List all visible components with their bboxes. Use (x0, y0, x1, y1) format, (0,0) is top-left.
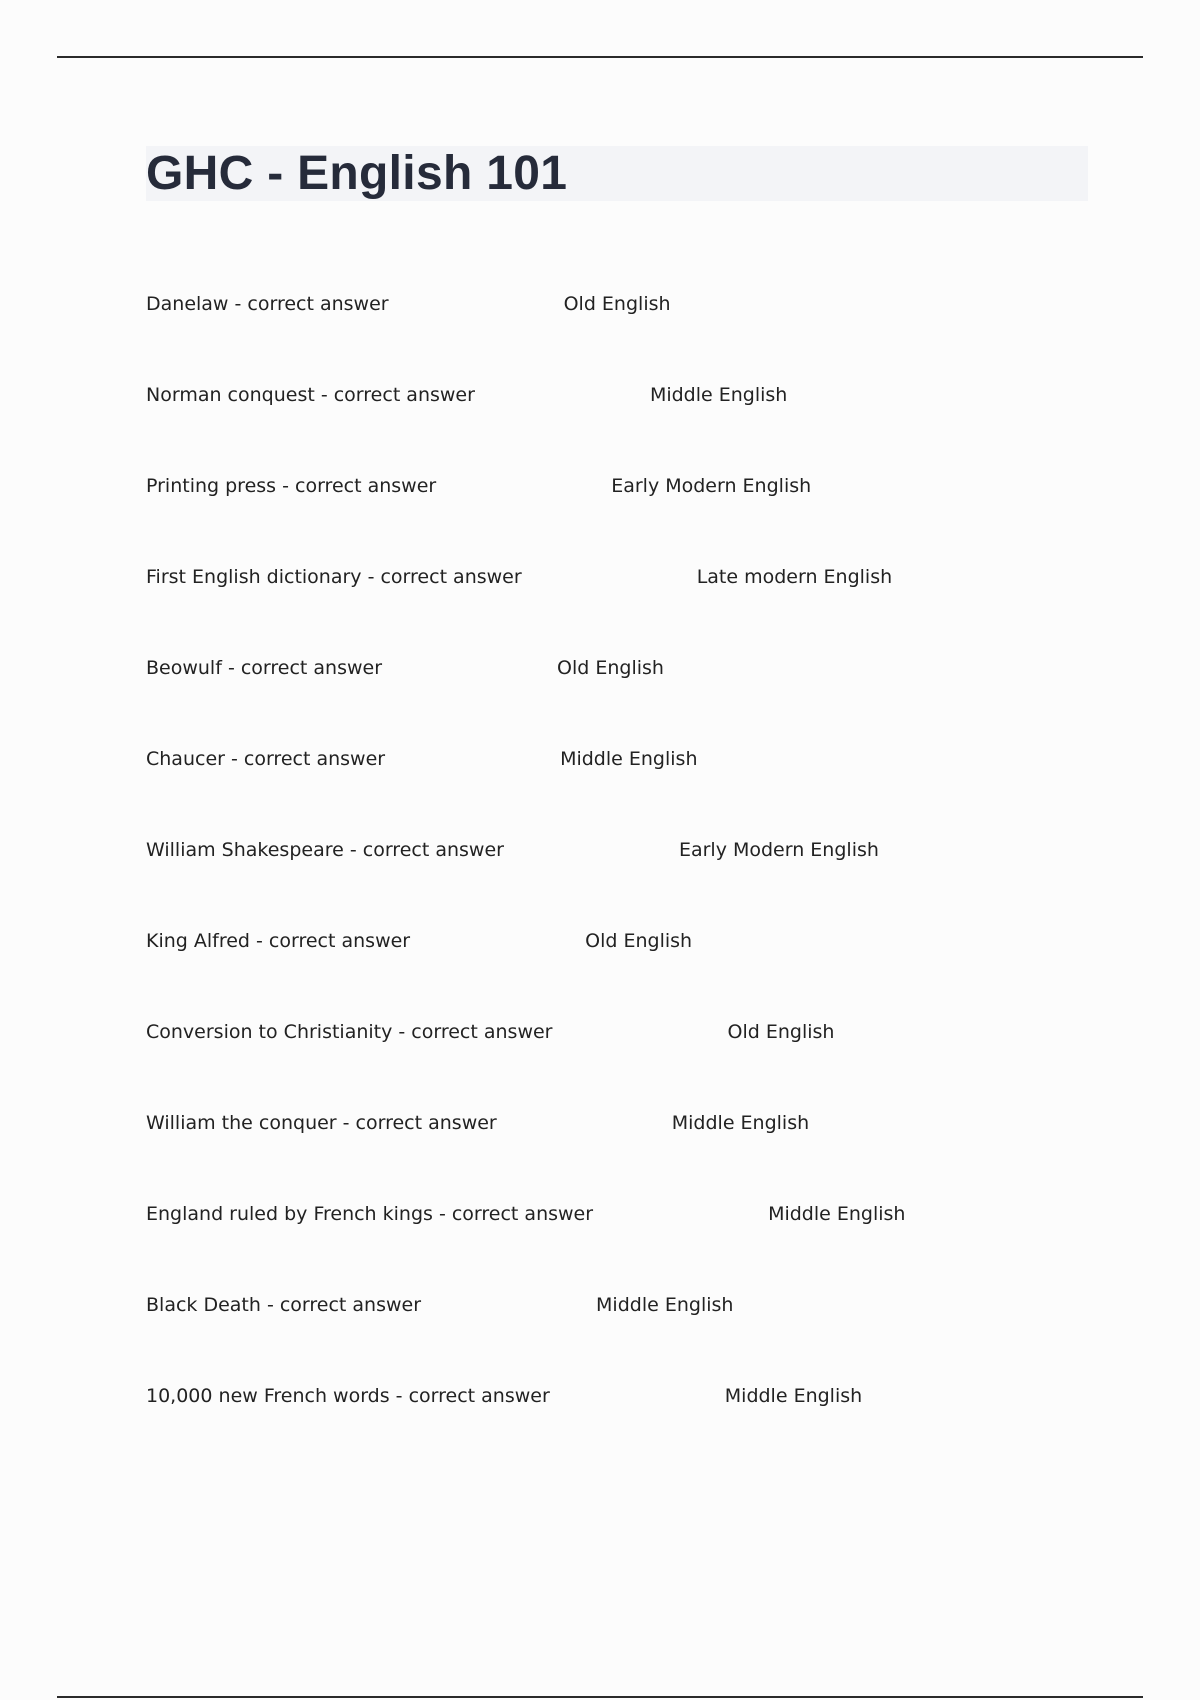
question-text: Printing press - correct answer (146, 475, 437, 497)
question-text: 10,000 new French words - correct answer (146, 1385, 550, 1407)
question-text: Conversion to Christianity - correct answer (146, 1021, 553, 1043)
answer-text: Middle English (768, 1203, 906, 1225)
answer-text: Early Modern English (611, 475, 812, 497)
answer-text: Early Modern English (678, 839, 879, 861)
answer-text: Middle English (724, 1385, 863, 1407)
question-text: Chaucer - correct answer (146, 748, 386, 770)
question-text: William the conquer - correct answer (146, 1112, 497, 1134)
qa-item (146, 745, 1096, 836)
qa-item (146, 1200, 1096, 1291)
question-text: Norman conquest - correct answer (146, 384, 475, 406)
qa-item (146, 563, 1096, 654)
qa-item (146, 381, 1096, 472)
bottom-rule (57, 1696, 1143, 1698)
qa-item (146, 290, 1096, 381)
answer-text: Old English (585, 930, 693, 952)
answer-text: Old English (557, 657, 664, 679)
qa-item (146, 1291, 1096, 1382)
answer-text: Old English (563, 293, 671, 315)
answer-text: Old English (727, 1021, 835, 1043)
question-text: Danelaw - correct answer (146, 293, 389, 315)
qa-item (146, 1382, 1096, 1473)
answer-text: Middle English (649, 384, 788, 406)
qa-list (146, 290, 1096, 1473)
qa-item (146, 927, 1096, 1018)
qa-item (146, 836, 1096, 927)
qa-item (146, 1109, 1096, 1200)
question-text: Black Death - correct answer (146, 1294, 422, 1316)
qa-item (146, 472, 1096, 563)
qa-item (146, 654, 1096, 745)
qa-item (146, 1018, 1096, 1109)
answer-text: Middle English (596, 1294, 734, 1316)
top-rule (57, 56, 1143, 58)
question-text: Beowulf - correct answer (146, 657, 383, 679)
answer-text: Late modern English (696, 566, 893, 588)
question-text: William Shakespeare - correct answer (146, 839, 504, 861)
answer-text: Middle English (671, 1112, 810, 1134)
page-title: GHC - English 101 (146, 147, 568, 200)
question-text: King Alfred - correct answer (146, 930, 411, 952)
answer-text: Middle English (560, 748, 698, 770)
question-text: First English dictionary - correct answer (146, 566, 522, 588)
question-text: England ruled by French kings - correct answer (146, 1203, 594, 1225)
